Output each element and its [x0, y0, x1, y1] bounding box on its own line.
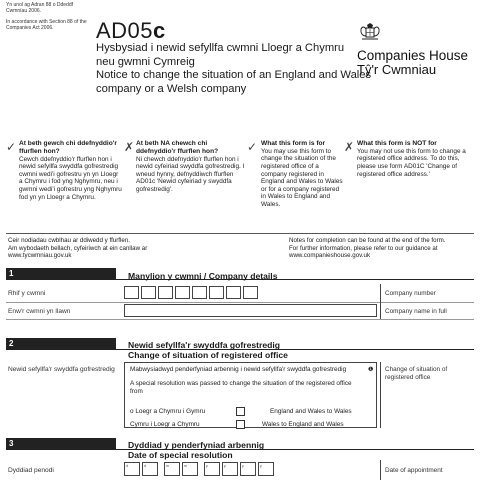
- cross-icon: ✗: [124, 140, 135, 154]
- option-1-label-en: England and Wales to Wales: [270, 408, 352, 415]
- company-number-cell[interactable]: [226, 286, 241, 299]
- date-label-cy: Dyddiad penodi: [8, 467, 54, 474]
- legal-note-en: In accordance with Section 88 of the Companies Act 2006.: [6, 18, 87, 32]
- info-column-can-use-cy: [19, 140, 123, 201]
- section-title-1: Manylion y cwmni / Company details: [128, 271, 278, 281]
- date-day-cell[interactable]: d: [124, 462, 140, 476]
- date-year-cell[interactable]: y: [222, 462, 238, 476]
- divider: [6, 233, 474, 234]
- option-2-label-en: Wales to England and Wales: [262, 421, 344, 428]
- section-title-2-en: Change of situation of registered office: [128, 350, 288, 360]
- form-code-suffix: c: [153, 18, 166, 43]
- date-month-cell[interactable]: m: [182, 462, 198, 476]
- royal-crest-icon: [359, 22, 381, 42]
- option-2-label-cy: Cymru i Loegr a Chymru: [130, 421, 200, 428]
- info-heading: What this form is NOT for: [357, 140, 437, 147]
- info-heading: What this form is for: [261, 140, 326, 147]
- section-title-3-en: Date of special resolution: [128, 450, 233, 460]
- company-number-label-en: Company number: [385, 290, 436, 297]
- company-name-label-en: Company name in full: [385, 308, 447, 315]
- section-title-3-cy: Dyddiad y penderfyniad arbennig: [128, 440, 265, 450]
- form-title-cy-1: Hysbysiad i newid sefyllfa cwmni Lloegr a Chymru: [96, 42, 345, 54]
- company-number-cell[interactable]: [209, 286, 224, 299]
- section-2-label-en: Change of situation of registered office: [385, 366, 448, 381]
- form-title-en-1: Notice to change the situation of an England and Wales: [96, 69, 372, 82]
- tick-icon: ✓: [6, 140, 17, 154]
- date-month-cell[interactable]: m: [164, 462, 180, 476]
- info-column-cannot-use-en: [357, 140, 475, 178]
- row-divider: [6, 319, 474, 320]
- form-code-prefix: AD05: [96, 18, 154, 43]
- company-number-cell[interactable]: [141, 286, 156, 299]
- notes-en-link[interactable]: www.companieshouse.gov.uk: [289, 252, 371, 260]
- notes-en-line2: For further information, please refer to our guidance at: [289, 244, 438, 252]
- info-body: You may not use this form to change a registered office address. To do this, please use form AD01C 'Change of registered office address.': [357, 147, 466, 178]
- cross-icon: ✗: [344, 140, 355, 154]
- info-column-cannot-use-cy: [136, 140, 246, 194]
- company-number-input[interactable]: [124, 286, 260, 299]
- company-number-cell[interactable]: [158, 286, 173, 299]
- form-code: [96, 18, 166, 44]
- notes-cy-line1: Ceir nodiadau cwblhau ar ddiwedd y ffurflen.: [8, 237, 130, 244]
- notes-cy: [8, 237, 308, 260]
- info-body: You may use this form to change the situation of the registered office of a company registered in England and Wales to Wales or for a company registered in Wales to England and Wales.: [261, 147, 343, 208]
- company-number-cell[interactable]: [124, 286, 139, 299]
- date-day-cell[interactable]: d: [142, 462, 158, 476]
- option-2-checkbox[interactable]: [236, 420, 245, 429]
- resolution-text-en: A special resolution was passed to change the situation of the registered office from: [130, 380, 352, 395]
- company-number-label-cy: Rhif y cwmni: [8, 290, 46, 297]
- legal-note-cy: Yn unol ag Adran 88 o Ddeddf Cwmnïau 2006.: [6, 2, 73, 15]
- company-number-cell[interactable]: [175, 286, 190, 299]
- tick-icon: ✓: [247, 140, 258, 154]
- info-heading: At beth NA chewch chi ddefnyddio'r ffurflen hon?: [136, 140, 219, 155]
- company-name-label-cy: Enw'r cwmni yn llawn: [8, 308, 71, 315]
- form-title-cy-2: neu gwmni Cymreig: [96, 55, 195, 68]
- company-number-cell[interactable]: [243, 286, 258, 299]
- section-number-1: 1: [6, 268, 116, 280]
- info-body: Ni chewch ddefnyddio'r ffurflen hon i newid cyfeiriad swyddfa gofrestredig. I wneud hynny, defnyddiwch ffurflen AD01c 'Newid cyfeiriad y swyddfa gofrestredig'.: [136, 155, 245, 193]
- date-year-cell[interactable]: y: [204, 462, 220, 476]
- brand-name-cy: Tŷ'r Cwmniau: [357, 62, 437, 77]
- info-body: Cewch ddefnyddio'r ffurflen hon i newid sefyllfa swyddfa gofrestredig cwmni wedi'i gofrestru yn yn Lloegr a Chymru i fod yng Nghymru, neu i gwmni wedi'i gofrestru yng Nghymru fod yn yn Lloegr a Chymru.: [19, 155, 122, 201]
- notes-cy-link[interactable]: www.tycwmniau.gov.uk: [8, 252, 72, 260]
- section-number-2: 2: [6, 338, 116, 350]
- company-number-cell[interactable]: [192, 286, 207, 299]
- info-column-can-use-en: [261, 140, 343, 209]
- date-year-cell[interactable]: y: [240, 462, 256, 476]
- date-input[interactable]: [124, 462, 276, 476]
- notes-en: [289, 237, 479, 260]
- companies-house-brand: [357, 22, 475, 76]
- option-1-checkbox[interactable]: [236, 407, 245, 416]
- info-heading: At beth gewch chi ddefnyddio'r ffurflen hon?: [19, 140, 117, 155]
- legal-note: [6, 2, 88, 36]
- brand-name-en: Companies House: [357, 48, 469, 63]
- section-number-3: 3: [6, 438, 116, 450]
- company-name-input[interactable]: [124, 304, 377, 317]
- date-label-en: Date of appointment: [385, 467, 443, 474]
- notes-cy-line2: Am wybodaeth bellach, cyfeiriwch at ein canllaw ar: [8, 244, 148, 252]
- notes-en-line1: Notes for completion can be found at the end of the form.: [289, 237, 446, 244]
- resolution-text-cy: Mabwysiadwyd penderfyniad arbennig i newid sefyllfa'r swyddfa gofrestredig: [130, 366, 347, 373]
- section-title-2-cy: Newid sefyllfa'r swyddfa gofrestredig: [128, 340, 280, 350]
- date-year-cell[interactable]: y: [258, 462, 274, 476]
- form-title-en-2: company or a Welsh company: [96, 82, 247, 95]
- option-1-label-cy: o Loegr a Chymru i Gymru: [130, 408, 206, 415]
- section-2-label-cy: Newid sefyllfa'r swyddfa gofrestredig: [8, 366, 115, 373]
- info-circle-icon: ❶: [368, 367, 374, 373]
